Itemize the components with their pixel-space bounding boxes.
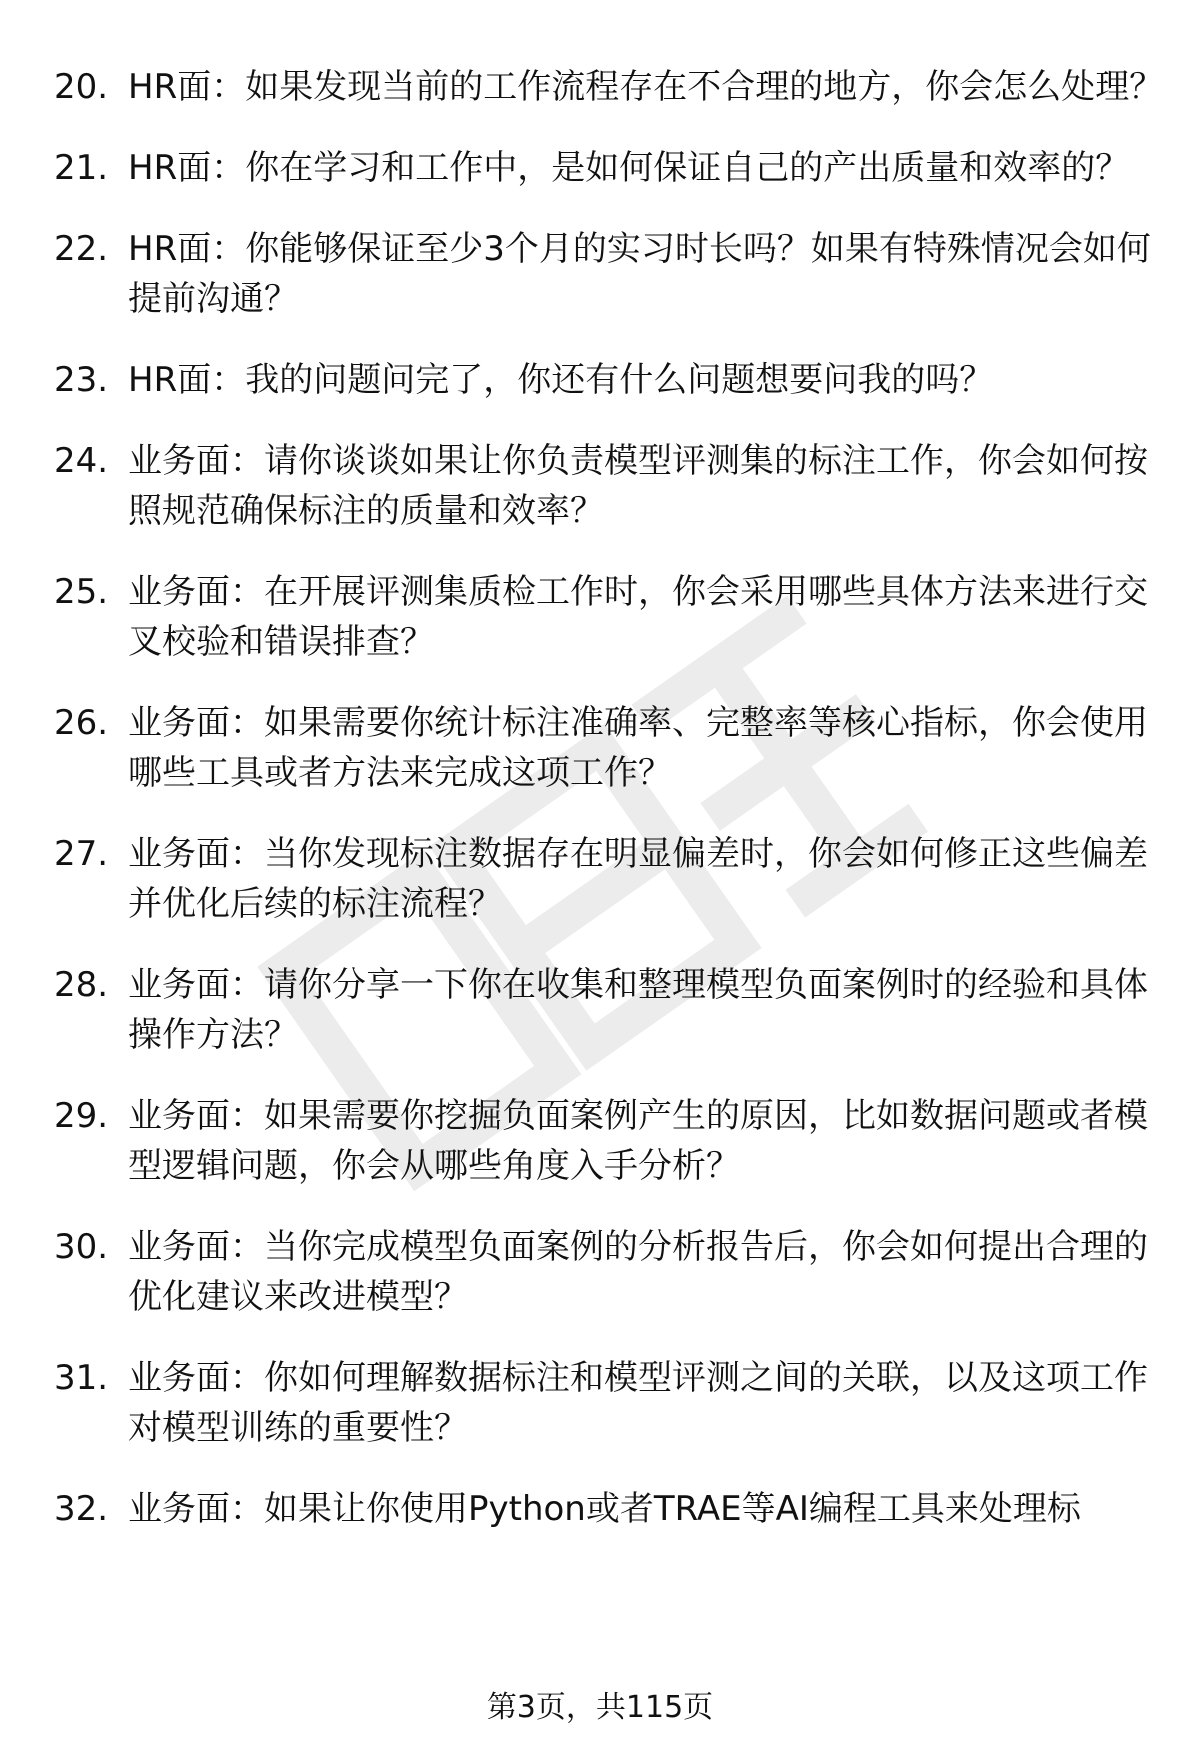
question-number: 25. [54, 572, 109, 612]
question-text: 业务面：当你完成模型负面案例的分析报告后，你会如何提出合理的优化建议来改进模型？ [128, 1227, 1148, 1317]
question-item [54, 1091, 1164, 1191]
question-number: 22. [54, 229, 109, 269]
question-number: 24. [54, 441, 109, 481]
question-item [54, 698, 1164, 798]
question-number: 20. [54, 67, 109, 107]
question-text: 业务面：如果需要你挖掘负面案例产生的原因，比如数据问题或者模型逻辑问题，你会从哪些角度入手分析？ [128, 1096, 1148, 1186]
question-number: 30. [54, 1227, 109, 1267]
question-item [54, 1484, 1164, 1534]
question-item [54, 62, 1164, 112]
question-item [54, 1222, 1164, 1322]
question-text: HR面：你能够保证至少3个月的实习时长吗？如果有特殊情况会如何提前沟通？ [128, 229, 1151, 319]
question-number: 26. [54, 703, 109, 743]
question-number: 21. [54, 148, 109, 188]
question-text: HR面：我的问题问完了，你还有什么问题想要问我的吗？ [128, 360, 994, 400]
question-text: 业务面：请你分享一下你在收集和整理模型负面案例时的经验和具体操作方法？ [128, 965, 1148, 1055]
question-text: 业务面：你如何理解数据标注和模型评测之间的关联，以及这项工作对模型训练的重要性？ [128, 1358, 1148, 1448]
question-number: 28. [54, 965, 109, 1005]
question-item [54, 355, 1164, 405]
question-item [54, 436, 1164, 536]
question-item [54, 1353, 1164, 1453]
question-number: 23. [54, 360, 109, 400]
question-number: 31. [54, 1358, 109, 1398]
question-item [54, 829, 1164, 929]
question-text: 业务面：如果需要你统计标注准确率、完整率等核心指标，你会使用哪些工具或者方法来完成这项工作？ [128, 703, 1148, 793]
question-item [54, 567, 1164, 667]
question-text: 业务面：当你发现标注数据存在明显偏差时，你会如何修正这些偏差并优化后续的标注流程？ [128, 834, 1148, 924]
question-list [54, 62, 1164, 1565]
question-text: HR面：如果发现当前的工作流程存在不合理的地方，你会怎么处理？ [128, 67, 1164, 107]
question-number: 32. [54, 1489, 109, 1529]
question-number: 29. [54, 1096, 109, 1136]
question-text: 业务面：在开展评测集质检工作时，你会采用哪些具体方法来进行交叉校验和错误排查？ [128, 572, 1148, 662]
page-footer: 第3页，共115页 [486, 1690, 714, 1725]
question-number: 27. [54, 834, 109, 874]
question-text: 业务面：请你谈谈如果让你负责模型评测集的标注工作，你会如何按照规范确保标注的质量和效率？ [128, 441, 1148, 531]
question-text: 业务面：如果让你使用Python或者TRAE等AI编程工具来处理标 [128, 1489, 1081, 1529]
question-item [54, 143, 1164, 193]
question-item [54, 960, 1164, 1060]
question-item [54, 224, 1164, 324]
question-text: HR面：你在学习和工作中，是如何保证自己的产出质量和效率的？ [128, 148, 1130, 188]
